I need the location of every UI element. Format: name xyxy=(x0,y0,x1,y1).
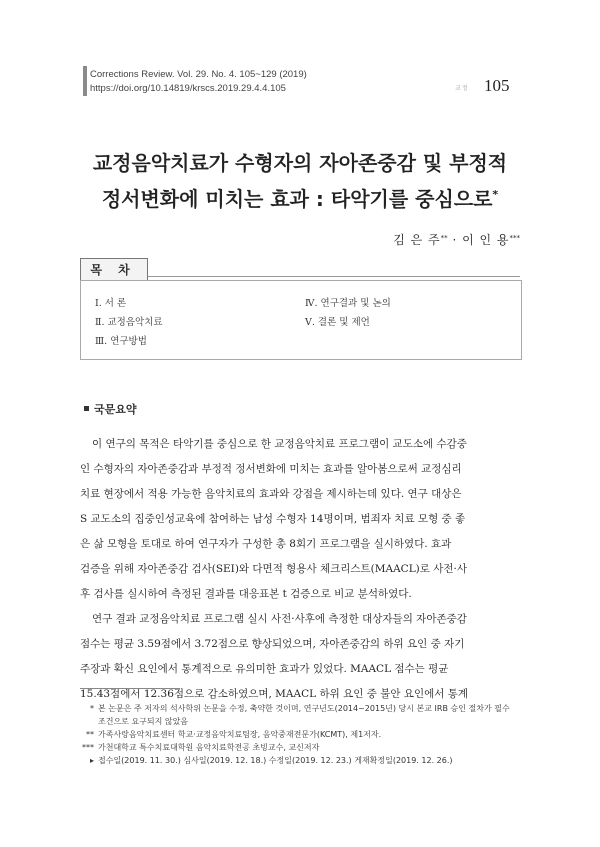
footnote-text: 조건으로 요구되지 않았음 xyxy=(98,717,189,726)
page-marker: 교정 xyxy=(455,86,469,92)
footnote xyxy=(80,703,520,714)
author-2-mark: *** xyxy=(509,234,520,242)
abstract-line: 은 삶 모형을 토대로 하여 연구자가 구성한 총 8회기 프로그램을 실시하였다. 효과 xyxy=(80,538,452,550)
triangle-bullet-icon: ▸ xyxy=(89,756,94,765)
title-footnote-mark: * xyxy=(492,188,499,201)
toc-item-5: Ⅴ. 결론 및 제언 xyxy=(305,317,370,328)
abstract-line: 점수는 평균 3.59점에서 3.72점으로 향상되었으며, 자아존중감의 하위 요인 중 자기 xyxy=(80,638,465,650)
toc-label: 목 차 xyxy=(90,263,136,277)
footnote-text: 가천대학교 특수치료대학원 음악치료학전공 초빙교수, 교신저자 xyxy=(98,743,320,752)
footnote xyxy=(80,729,520,740)
footnote-mark: * xyxy=(90,704,94,713)
footnote-text: 접수일(2019. 11. 30.) 심사일(2019. 12. 18.) 수정일(2019. 12. 23.) 게재확정일(2019. 12. 26.) xyxy=(98,756,453,765)
title-line-2 xyxy=(60,179,540,215)
abstract-line: 주장과 확신 요인에서 통계적으로 유의미한 효과가 있었다. MAACL 점수는 평균 xyxy=(80,663,449,675)
toc-top-rule xyxy=(146,276,520,277)
footnote-mark: *** xyxy=(82,743,94,752)
author-line xyxy=(393,231,520,248)
footnote-rule xyxy=(80,688,180,689)
author-separator: · xyxy=(447,233,463,247)
title-line-1: 교정음악치료가 수형자의 자아존중감 및 부정적 xyxy=(92,151,508,175)
abstract-line: 검증을 위해 자아존중감 검사(SEI)와 다면적 형용사 체크리스트(MAACL)로 사전·사 xyxy=(80,563,468,575)
footnote xyxy=(80,716,520,727)
abstract-line: 연구 결과 교정음악치료 프로그램 실시 사전·사후에 측정한 대상자들의 자아존중감 xyxy=(92,613,467,625)
abstract-line: 치료 현장에서 적용 가능한 음악치료의 효과와 강점을 제시하는데 있다. 연구 대상은 xyxy=(80,488,462,500)
footnote-text: 본 논문은 주 저자의 석사학위 논문을 수정, 축약한 것이며, 연구년도(2014~2015년) 당시 본교 IRB 승인 절차가 필수 xyxy=(98,704,510,713)
page-number: 105 xyxy=(484,76,510,95)
author-1: 김 은 주 xyxy=(393,233,441,247)
doi-link[interactable]: https://doi.org/10.14819/krscs.2019.29.4.4.105 xyxy=(90,83,286,94)
journal-header xyxy=(90,68,307,96)
abstract-line: 이 연구의 목적은 타악기를 중심으로 한 교정음악치료 프로그램이 교도소에 수감중 xyxy=(92,438,467,450)
abstract-line: 15.43점에서 12.36점으로 감소하였으며, MAACL 하위 요인 중 불안 요인에서 통계 xyxy=(80,688,468,700)
footnote-text: 가족사랑음악치료센터 학교·교정음악치료팀장, 음악중재전문가(KCMT), 제1저자. xyxy=(98,730,382,739)
abstract-heading: 국문요약 xyxy=(94,403,137,416)
toc-item-3: Ⅲ. 연구방법 xyxy=(95,336,147,347)
abstract-line: 후 검사를 실시하여 측정된 결과를 대응표본 t 검증으로 비교 분석하였다. xyxy=(80,588,412,600)
title-line-2-text: 정서변화에 미치는 효과 : 타악기를 중심으로 xyxy=(101,187,493,211)
paper-title xyxy=(60,148,540,215)
footnote-mark: ** xyxy=(86,730,94,739)
header-accent-bar xyxy=(83,66,87,96)
toc-item-2: Ⅱ. 교정음악치료 xyxy=(95,317,163,328)
journal-citation: Corrections Review. Vol. 29. No. 4. 105~129 (2019) xyxy=(90,69,307,80)
abstract-line: 인 수형자의 자아존중감과 부정적 정서변화에 미치는 효과를 알아봄으로써 교정심리 xyxy=(80,463,462,475)
abstract-line: S 교도소의 집중인성교육에 참여하는 남성 수형자 14명이며, 범죄자 치료 모형 중 좋 xyxy=(80,513,466,525)
toc-item-1: Ⅰ. 서 론 xyxy=(95,298,127,309)
footnote xyxy=(80,742,520,753)
square-bullet-icon xyxy=(84,406,89,411)
toc-item-4: Ⅳ. 연구결과 및 논의 xyxy=(305,298,391,309)
author-1-mark: ** xyxy=(440,234,448,242)
author-2: 이 인 용 xyxy=(462,233,510,247)
footnote xyxy=(80,755,520,766)
